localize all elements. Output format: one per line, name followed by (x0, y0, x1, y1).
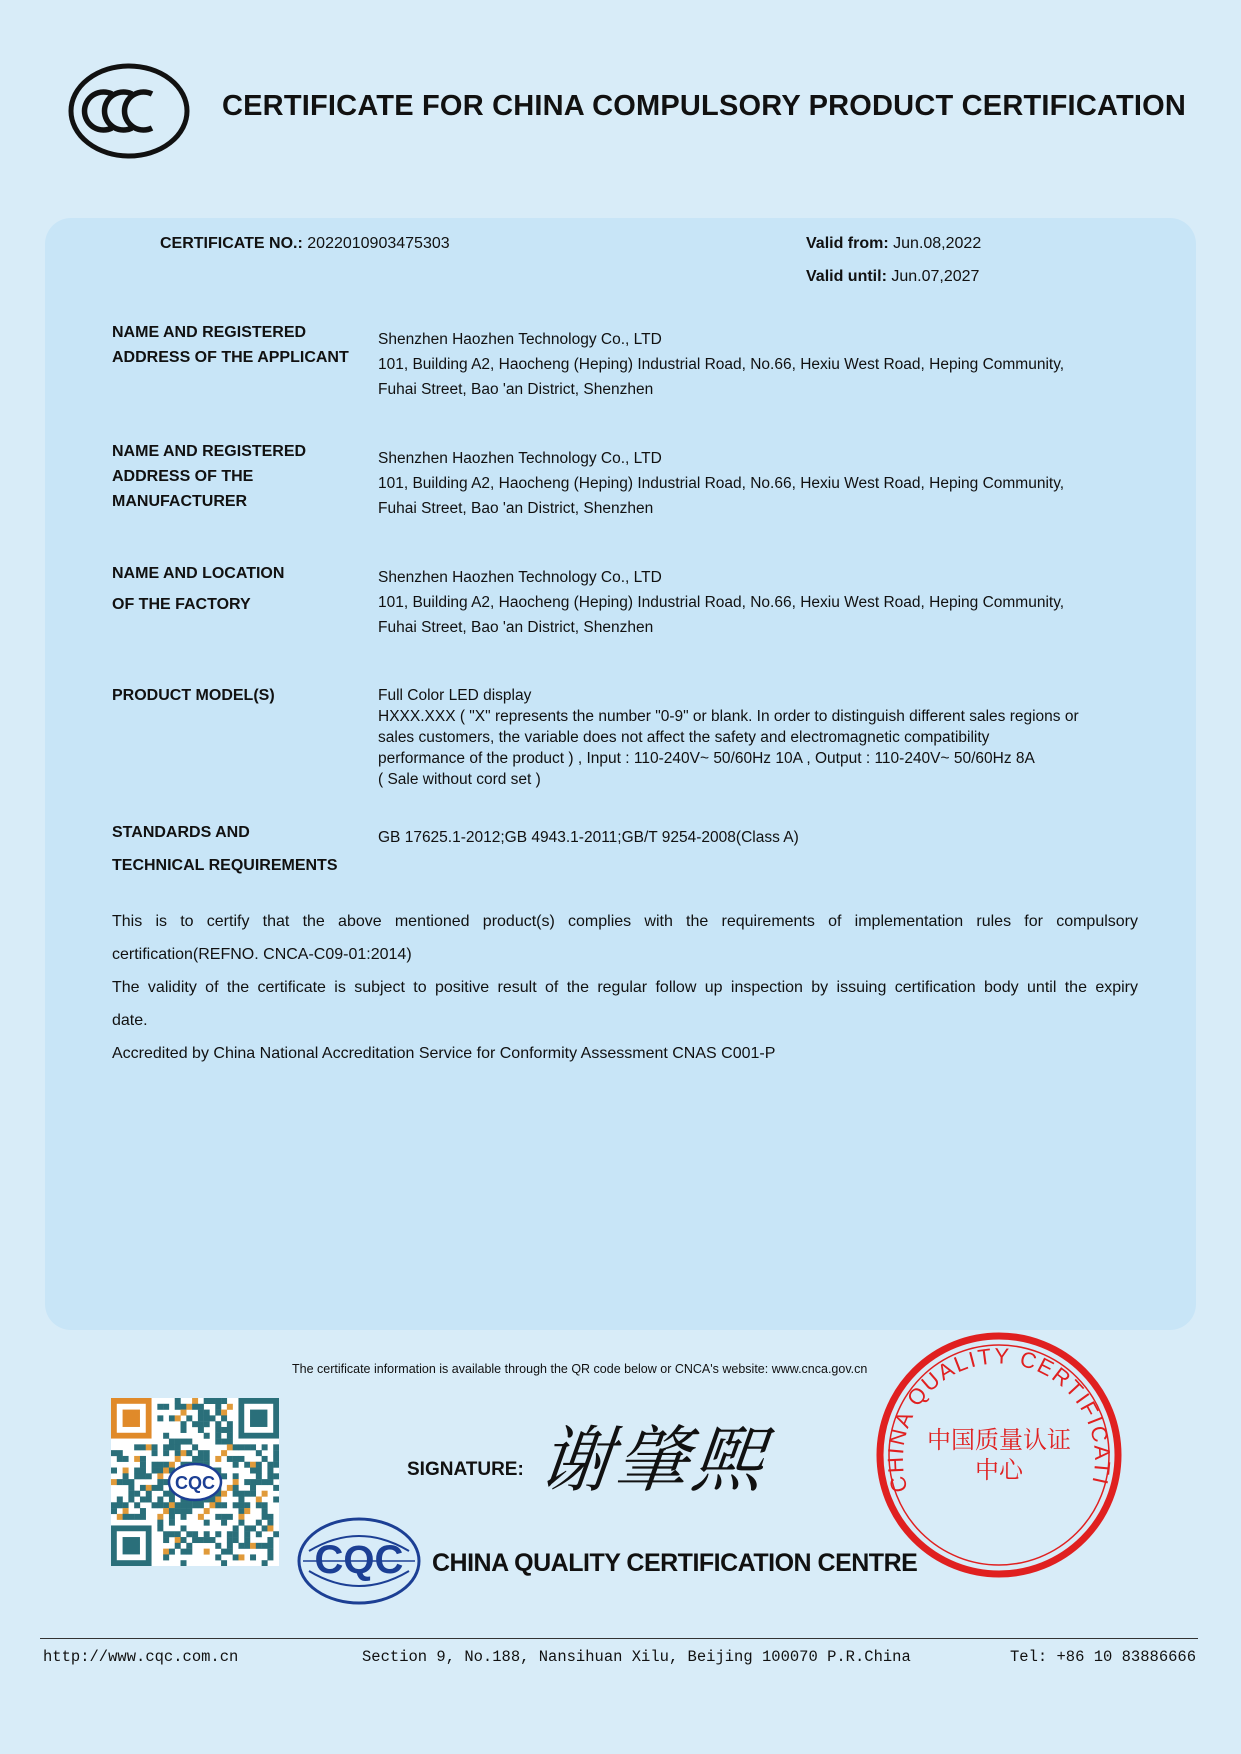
certificate-title: CERTIFICATE FOR CHINA COMPULSORY PRODUCT CERTIFICATION (222, 90, 1187, 122)
product-line5: ( Sale without cord set ) (378, 771, 541, 788)
applicant-address-line2: Fuhai Street, Bao 'an District, Shenzhen (378, 381, 654, 398)
manufacturer-label-line2: ADDRESS OF THE (112, 468, 254, 485)
certificate-number (160, 235, 450, 253)
qr-note: The certificate information is available through the QR code below or CNCA's website: www.cnca.gov.cn (292, 1362, 868, 1376)
standards-label-line1: STANDARDS AND (112, 824, 250, 841)
applicant-label-line2: ADDRESS OF THE APPLICANT (112, 349, 349, 366)
standards-value: GB 17625.1-2012;GB 4943.1-2011;GB/T 9254-2008(Class A) (378, 829, 799, 846)
valid-until-label: Valid until: (806, 268, 887, 285)
manufacturer-label-line3: MANUFACTURER (112, 493, 248, 510)
valid-until (806, 268, 979, 286)
manufacturer-value (378, 446, 1064, 521)
cqc-logo (295, 1516, 423, 1606)
qr-code[interactable] (111, 1398, 279, 1566)
standards-label-line2: TECHNICAL REQUIREMENTS (112, 857, 338, 874)
product-value (378, 685, 1079, 790)
factory-name: Shenzhen Haozhen Technology Co., LTD (378, 569, 662, 586)
valid-from-value: Jun.08,2022 (893, 235, 982, 252)
product-line4: performance of the product ) , Input : 110-240V~ 50/60Hz 10A , Output : 110-240V~ 50/60Hz 8A (378, 750, 1035, 767)
factory-label-line2: OF THE FACTORY (112, 596, 251, 613)
factory-label-line1: NAME AND LOCATION (112, 565, 285, 582)
footer-website[interactable]: http://www.cqc.com.cn (43, 1648, 239, 1666)
footer-address: Section 9, No.188, Nansihuan Xilu, Beijing 100070 P.R.China (362, 1648, 911, 1666)
applicant-value (378, 327, 1064, 402)
signature-image: 谢肇煕 (535, 1418, 773, 1502)
certificate-number-label: CERTIFICATE NO.: (160, 235, 303, 252)
applicant-label (112, 320, 349, 370)
factory-address-line1: 101, Building A2, Haocheng (Heping) Industrial Road, No.66, Hexiu West Road, Heping Community, (378, 594, 1065, 611)
official-seal (874, 1330, 1124, 1580)
valid-until-value: Jun.07,2027 (891, 268, 980, 285)
product-line3: sales customers, the variable does not affect the safety and electromagnetic compatibility (378, 729, 990, 746)
statement-p2-line2: date. (112, 1012, 148, 1029)
ccc-logo (68, 63, 190, 159)
applicant-label-line1: NAME AND REGISTERED (112, 324, 307, 341)
signature-label: SIGNATURE: (407, 1459, 524, 1480)
factory-value (378, 565, 1064, 640)
certificate-number-value: 2022010903475303 (307, 235, 450, 252)
valid-from-label: Valid from: (806, 235, 889, 252)
footer-tel: Tel: +86 10 83886666 (1010, 1648, 1197, 1666)
seal-inner-text: 中国质量认证中心 (927, 1426, 1071, 1484)
cqc-logo-text: CQC (314, 1538, 404, 1582)
statement-p1-line2: certification(REFNO. CNCA-C09-01:2014) (112, 946, 412, 963)
factory-address-line2: Fuhai Street, Bao 'an District, Shenzhen (378, 619, 654, 636)
valid-from (806, 235, 981, 253)
manufacturer-label (112, 439, 306, 514)
svg-text:CQC: CQC (175, 1473, 215, 1493)
svg-text:CHINA QUALITY CERTIFICATION CE: CHINA QUALITY CERTIFICATI (882, 1343, 1116, 1495)
footer-rule (40, 1638, 1198, 1639)
applicant-address-line1: 101, Building A2, Haocheng (Heping) Industrial Road, No.66, Hexiu West Road, Heping Community, (378, 356, 1065, 373)
statement-p3: Accredited by China National Accreditation Service for Conformity Assessment CNAS C001-P (112, 1045, 776, 1062)
factory-label (112, 558, 284, 620)
certification-statement (112, 905, 1138, 1070)
product-line2: HXXX.XXX ( "X" represents the number "0-9" or blank. In order to distinguish different sales regions or (378, 708, 1079, 725)
product-label: PRODUCT MODEL(S) (112, 687, 275, 704)
statement-p2-line1: The validity of the certificate is subject to positive result of the regular follow up inspection by issuing certification body until the expiry (112, 979, 1138, 996)
applicant-name: Shenzhen Haozhen Technology Co., LTD (378, 331, 662, 348)
manufacturer-name: Shenzhen Haozhen Technology Co., LTD (378, 450, 662, 467)
manufacturer-address-line2: Fuhai Street, Bao 'an District, Shenzhen (378, 500, 654, 517)
standards-label (112, 816, 338, 882)
product-line1: Full Color LED display (378, 687, 532, 704)
cqc-name: CHINA QUALITY CERTIFICATION CENTRE (432, 1549, 918, 1577)
statement-p1-line1: This is to certify that the above mentioned product(s) complies with the requirements of implementation rules for compulsory (112, 913, 1138, 930)
manufacturer-address-line1: 101, Building A2, Haocheng (Heping) Industrial Road, No.66, Hexiu West Road, Heping Community, (378, 475, 1065, 492)
manufacturer-label-line1: NAME AND REGISTERED (112, 443, 307, 460)
